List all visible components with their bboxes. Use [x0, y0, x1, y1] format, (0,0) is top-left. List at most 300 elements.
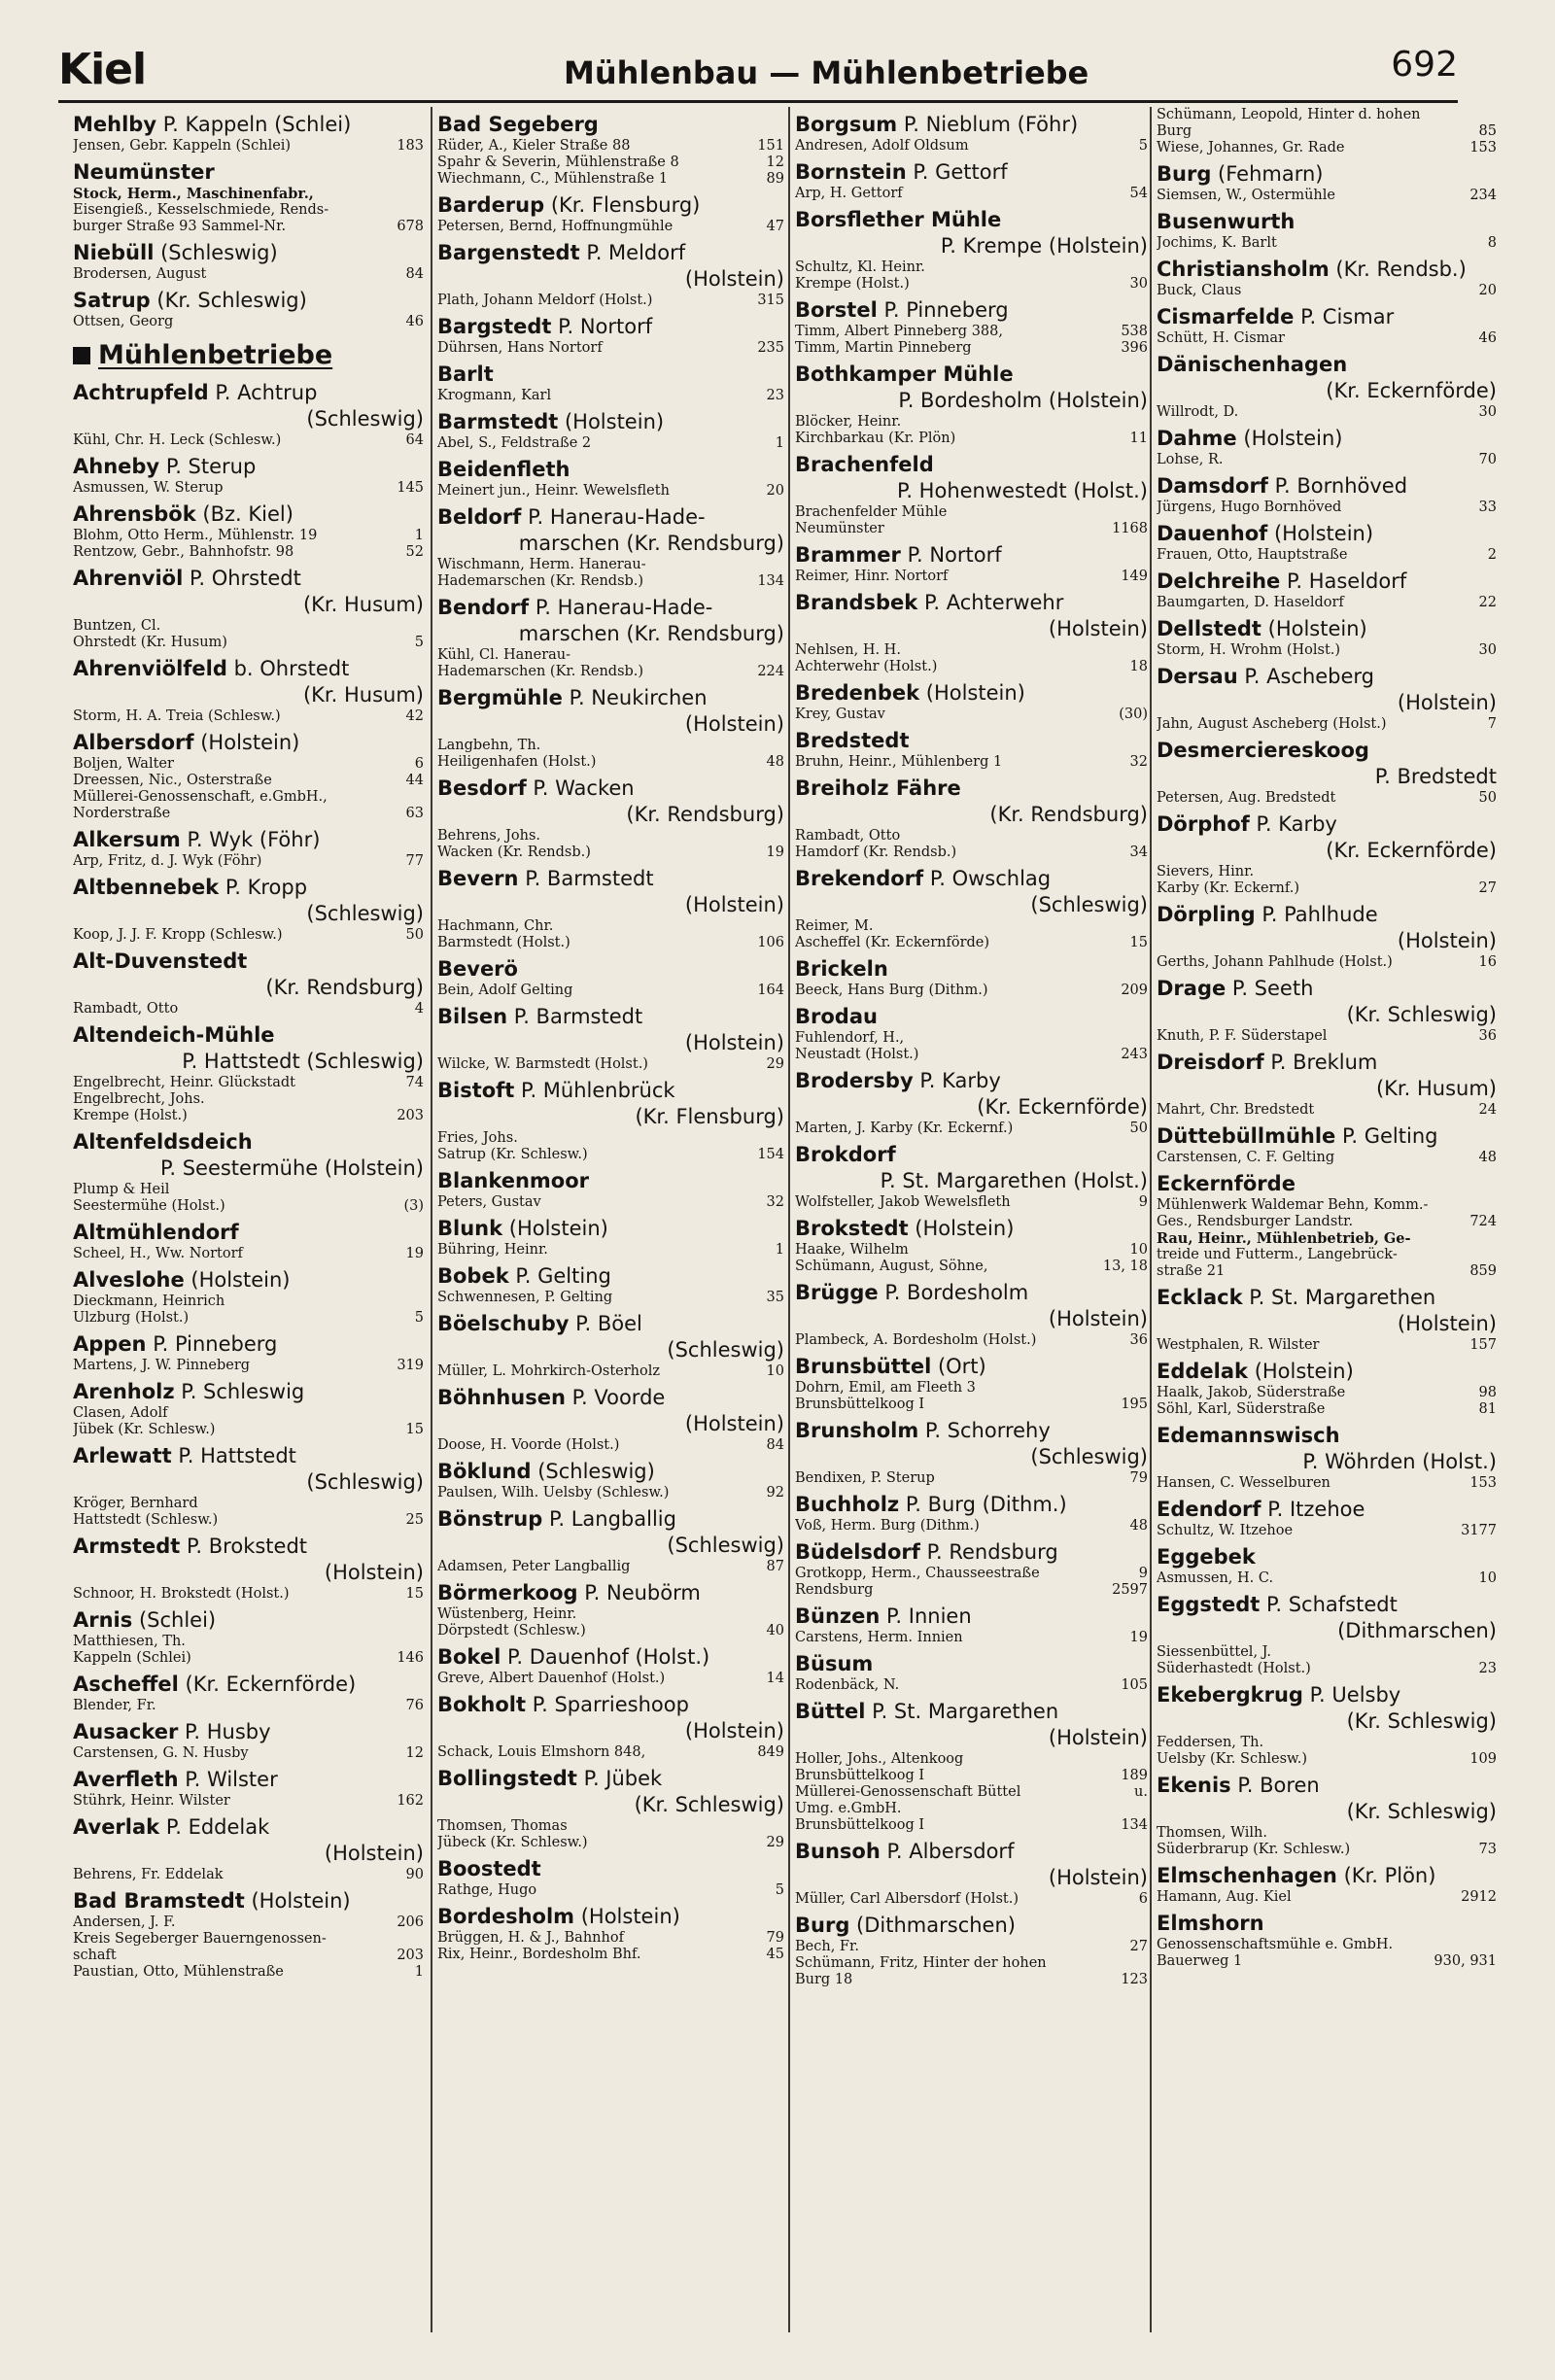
entry-line — [437, 1147, 784, 1163]
entry-line — [437, 935, 784, 951]
entry-line — [795, 521, 1148, 537]
entry-number: 195 — [1121, 1397, 1148, 1412]
place-name: Altbennebek — [73, 876, 220, 899]
place-name: Bargenstedt — [437, 241, 580, 264]
entry-line — [795, 1194, 1148, 1211]
entry-line — [795, 1955, 1148, 1972]
entry-line — [73, 1293, 424, 1310]
place-postal: P. Seeth — [1231, 977, 1314, 1000]
place-name: Bünzen — [795, 1604, 881, 1628]
entry-number — [778, 738, 784, 754]
entry-text: Siemsen, W., Ostermühle — [1157, 188, 1335, 203]
place-heading — [1157, 615, 1497, 642]
entry-text: Stock, Herm., Maschinenfabr., — [73, 186, 314, 202]
place-postal: (Schleswig) — [537, 1460, 655, 1483]
entry-text: Müller, Carl Albersdorf (Holst.) — [795, 1891, 1019, 1907]
entry-text: Mühlenwerk Waldemar Behn, Komm.- — [1157, 1197, 1429, 1213]
header-section-title: Mühlenbau — Mühlenbetriebe — [564, 54, 1089, 91]
place-name: Bevern — [437, 867, 519, 890]
entry-line — [1157, 1197, 1497, 1214]
place-name: Ekenis — [1157, 1774, 1231, 1797]
entry-text: Marten, J. Karby (Kr. Eckernf.) — [795, 1121, 1014, 1136]
entry-line — [795, 1259, 1148, 1275]
place-heading — [73, 729, 424, 756]
place-name: Bokholt — [437, 1693, 527, 1716]
column-divider — [1150, 107, 1152, 2332]
entry-text: Eisengieß., Kesselschmiede, Rends- — [73, 202, 329, 218]
entry-line — [73, 708, 424, 725]
place-heading-continuation: (Holstein) — [684, 712, 784, 736]
entry-text: Petersen, Aug. Bredstedt — [1157, 790, 1336, 806]
entry-number: 47 — [766, 219, 784, 234]
entry-text: Frauen, Otto, Hauptstraße — [1157, 547, 1348, 563]
place-name: Arlewatt — [73, 1444, 172, 1467]
entry-line — [795, 259, 1148, 276]
place-heading-continuation: (Holstein) — [1048, 1726, 1148, 1749]
place-name: Armstedt — [73, 1535, 181, 1558]
place-name: Alkersum — [73, 828, 181, 851]
place-postal: (Holstein) — [564, 410, 665, 433]
entry-line — [437, 1056, 784, 1073]
place-name: Bordesholm — [437, 1905, 575, 1928]
place-heading — [73, 379, 424, 406]
entry-number: 27 — [1129, 1939, 1148, 1954]
entry-text: Reimer, Hinr. Nortorf — [795, 569, 949, 584]
place-name: Beidenfleth — [437, 458, 570, 481]
place-heading — [1157, 256, 1497, 283]
entry-number — [778, 828, 784, 845]
place-heading-continuation: (Holstein) — [684, 893, 784, 916]
place-postal: P. Kappeln (Schlei) — [162, 113, 352, 136]
entry-number: 74 — [405, 1075, 424, 1090]
place-name: Barmstedt — [437, 410, 559, 433]
place-name: Büsum — [795, 1652, 874, 1675]
entry-text: Süderhastedt (Holst.) — [1157, 1661, 1311, 1676]
place-name: Böklund — [437, 1460, 532, 1483]
entry-line — [1157, 235, 1497, 252]
entry-line — [795, 504, 1148, 521]
place-name: Börmerkoog — [437, 1581, 578, 1604]
section-heading — [73, 336, 424, 375]
entry-text: Ohrstedt (Kr. Husum) — [73, 635, 227, 650]
entry-text: Schultz, W. Itzehoe — [1157, 1523, 1294, 1538]
entry-line — [437, 1930, 784, 1947]
entry-number: 48 — [1478, 1150, 1497, 1165]
place-heading — [795, 361, 1148, 388]
place-heading — [1157, 1422, 1497, 1449]
entry-line — [437, 1744, 784, 1761]
place-name: Elmschenhagen — [1157, 1864, 1337, 1887]
place-postal: (Fehmarn) — [1218, 162, 1324, 186]
entry-text: Abel, S., Feldstraße 2 — [437, 435, 592, 451]
entry-number — [418, 1182, 424, 1198]
entry-line — [795, 918, 1148, 935]
place-heading — [73, 287, 424, 314]
entry-number: 15 — [1129, 935, 1148, 950]
entry-number: 70 — [1478, 452, 1497, 467]
place-heading — [437, 594, 784, 621]
entry-text: Bein, Adolf Gelting — [437, 983, 573, 998]
entry-line — [795, 659, 1148, 675]
entry-line — [795, 1518, 1148, 1535]
place-heading — [73, 1442, 424, 1469]
place-heading — [437, 1903, 784, 1930]
entry-text: Greve, Albert Dauenhof (Holst.) — [437, 1671, 666, 1686]
entry-text: Arp, H. Gettorf — [795, 186, 903, 201]
place-name: Besdorf — [437, 776, 527, 800]
place-name: Bergmühle — [437, 686, 563, 709]
place-heading-continuation: (Kr. Husum) — [1375, 1077, 1497, 1100]
entry-text: Jübeck (Kr. Schlesw.) — [437, 1835, 588, 1850]
entry-number: 1 — [414, 528, 424, 543]
entry-number — [1491, 864, 1497, 880]
place-postal: P. Pinneberg — [883, 298, 1009, 322]
place-postal: P. Wyk (Föhr) — [187, 828, 321, 851]
entry-number: 92 — [766, 1485, 784, 1500]
entry-text: Hademarschen (Kr. Rendsb.) — [437, 573, 644, 589]
entry-text: schaft — [73, 1948, 117, 1963]
entry-number — [1142, 1955, 1148, 1972]
place-postal: P. Jübek — [583, 1767, 663, 1790]
entry-line — [795, 324, 1148, 340]
place-heading-continuation: (Holstein) — [1397, 929, 1497, 952]
entry-number: 5 — [414, 1310, 424, 1326]
entry-line — [795, 1817, 1148, 1834]
entry-number: 5 — [1138, 138, 1148, 154]
entry-number: 84 — [766, 1437, 784, 1453]
entry-number — [778, 918, 784, 935]
place-heading — [1157, 208, 1497, 235]
entry-line — [1157, 452, 1497, 468]
place-name: Ascheffel — [73, 1673, 179, 1696]
place-heading-continuation: P. Hattstedt (Schleswig) — [182, 1050, 424, 1073]
entry-line — [73, 138, 424, 155]
place-name: Altmühlendorf — [73, 1221, 239, 1244]
place-postal: P. Achterwehr — [923, 591, 1064, 614]
entry-line — [1157, 1842, 1497, 1858]
entry-line — [795, 1121, 1148, 1137]
entry-number: 46 — [405, 314, 424, 329]
entry-line — [437, 293, 784, 309]
place-heading — [73, 158, 424, 186]
place-heading — [795, 1491, 1148, 1518]
place-postal: P. Brokstedt — [187, 1535, 308, 1558]
entry-number — [778, 1130, 784, 1147]
place-postal: P. Bordesholm — [884, 1281, 1029, 1304]
entry-number — [1142, 1380, 1148, 1397]
entry-text: Schümann, August, Söhne, — [795, 1259, 988, 1274]
entry-number: 849 — [757, 1744, 784, 1760]
place-postal: P. Ascheberg — [1244, 665, 1375, 688]
place-heading-continuation: (Holstein) — [1397, 691, 1497, 714]
entry-text: Rambadt, Otto — [73, 1001, 179, 1017]
entry-text: Neustadt (Holst.) — [795, 1047, 919, 1062]
place-heading — [437, 1691, 784, 1718]
entry-text: Fuhlendorf, H., — [795, 1030, 905, 1046]
place-name: Arenholz — [73, 1380, 175, 1403]
place-heading — [437, 456, 784, 483]
entry-number: 19 — [405, 1246, 424, 1261]
place-heading-continuation: (Kr. Schleswig) — [1346, 1709, 1497, 1733]
entry-line — [73, 1405, 424, 1422]
entry-number: 29 — [766, 1835, 784, 1850]
entry-line — [795, 1566, 1148, 1582]
place-name: Dahme — [1157, 427, 1237, 450]
place-postal: P. Owschlag — [929, 867, 1052, 890]
place-name: Desmerciereskoog — [1157, 739, 1369, 762]
place-postal: P. Boren — [1237, 1774, 1320, 1797]
entry-number: 5 — [775, 1882, 784, 1898]
entry-number: 24 — [1478, 1102, 1497, 1118]
place-name: Dänischenhagen — [1157, 353, 1348, 376]
entry-text: Rentzow, Gebr., Bahnhofstr. 98 — [73, 544, 294, 560]
entry-line — [437, 483, 784, 500]
entry-text: Beeck, Hans Burg (Dithm.) — [795, 983, 988, 998]
place-heading-continuation: (Schleswig) — [1030, 893, 1148, 916]
entry-number — [1142, 1751, 1148, 1768]
place-heading-continuation: P. St. Margarethen (Holst.) — [880, 1169, 1148, 1192]
place-heading — [795, 1353, 1148, 1380]
place-heading — [1157, 901, 1497, 928]
place-name: Bollingstedt — [437, 1767, 577, 1790]
entry-line — [1157, 1889, 1497, 1906]
entry-text: Feddersen, Th. — [1157, 1735, 1264, 1750]
entry-text: Carstensen, G. N. Husby — [73, 1745, 249, 1761]
entry-number: 109 — [1469, 1751, 1497, 1767]
entry-line — [437, 664, 784, 680]
place-name: Alveslohe — [73, 1268, 185, 1292]
entry-number: 22 — [1478, 595, 1497, 610]
place-name: Altenfeldsdeich — [73, 1130, 253, 1154]
entry-text: Timm, Albert Pinneberg 388, — [795, 324, 1003, 339]
entry-text: Müllerei-Genossenschaft, e.GmbH., — [73, 789, 328, 805]
entry-line — [1157, 1475, 1497, 1492]
entry-line — [437, 1242, 784, 1259]
entry-number — [1142, 259, 1148, 276]
entry-text: Meinert jun., Heinr. Wewelsfleth — [437, 483, 670, 499]
place-name: Bothkamper Mühle — [795, 362, 1014, 386]
place-name: Brammer — [795, 543, 901, 567]
entry-number: 73 — [1478, 1842, 1497, 1857]
entry-number: 12 — [766, 155, 784, 170]
entry-line — [1157, 188, 1497, 204]
place-postal: P. Achtrup — [215, 381, 318, 404]
place-heading — [73, 565, 424, 592]
entry-number: (30) — [1119, 707, 1148, 722]
place-heading-continuation: (Schleswig) — [667, 1534, 784, 1557]
place-heading — [1157, 303, 1497, 330]
entry-line — [1157, 140, 1497, 156]
entry-line — [73, 1931, 424, 1948]
entry-text: Rüder, A., Kieler Straße 88 — [437, 138, 631, 154]
entry-line — [437, 1623, 784, 1639]
place-heading-continuation: P. Hohenwestedt (Holst.) — [896, 479, 1148, 502]
place-name: Brodau — [795, 1005, 878, 1028]
entry-text: Martens, J. W. Pinneberg — [73, 1358, 251, 1373]
entry-text: Jahn, August Ascheberg (Holst.) — [1157, 716, 1387, 732]
place-name: Eddelak — [1157, 1360, 1248, 1383]
entry-text: Knuth, P. F. Süderstapel — [1157, 1028, 1328, 1044]
entry-text: Wüstenberg, Heinr. — [437, 1606, 577, 1622]
place-heading-continuation: (Holstein) — [684, 1412, 784, 1435]
entry-line — [437, 845, 784, 861]
entry-number: 189 — [1121, 1768, 1148, 1783]
place-heading — [795, 1003, 1148, 1030]
entry-text: Schack, Louis Elmshorn 848, — [437, 1744, 646, 1760]
entry-number: 153 — [1469, 140, 1497, 155]
entry-text: Storm, H. Wrohm (Holst.) — [1157, 642, 1341, 658]
entry-line — [73, 266, 424, 283]
entry-line — [437, 138, 784, 155]
entry-line — [795, 276, 1148, 293]
entry-number: 206 — [397, 1914, 424, 1930]
entry-number: 48 — [766, 754, 784, 770]
place-heading — [437, 1505, 784, 1533]
place-postal: (Schlei) — [138, 1608, 217, 1632]
place-name: Brunsbüttel — [795, 1355, 932, 1378]
entry-line — [73, 1698, 424, 1714]
place-name: Burg — [795, 1914, 850, 1937]
place-heading — [437, 865, 784, 892]
entry-number: 106 — [757, 935, 784, 950]
entry-text: Wiechmann, C., Mühlenstraße 1 — [437, 171, 669, 187]
place-name: Brügge — [795, 1281, 879, 1304]
entry-line — [795, 1751, 1148, 1768]
entry-number: 1 — [775, 1242, 784, 1258]
entry-line — [73, 1358, 424, 1374]
entry-line — [73, 1198, 424, 1215]
entry-text: Burg 18 — [795, 1972, 853, 1987]
entry-text: treide und Futterm., Langebrück- — [1157, 1247, 1398, 1262]
place-heading — [437, 1167, 784, 1194]
entry-number: 20 — [766, 483, 784, 499]
entry-line — [1157, 1247, 1497, 1263]
entry-text: Krempe (Holst.) — [795, 276, 910, 292]
place-name: Brodersby — [795, 1069, 914, 1092]
entry-line — [1157, 330, 1497, 347]
place-heading-continuation: (Kr. Husum) — [302, 593, 424, 616]
entry-line — [437, 918, 784, 935]
place-heading — [1157, 1122, 1497, 1150]
place-postal: P. Wilster — [185, 1768, 278, 1791]
entry-number: 105 — [1121, 1677, 1148, 1693]
entry-line — [1157, 500, 1497, 516]
entry-number: 2597 — [1112, 1582, 1148, 1598]
entry-line — [1157, 547, 1497, 564]
place-heading — [73, 453, 424, 480]
entry-line — [73, 1075, 424, 1091]
place-postal: P. Meldorf — [586, 241, 686, 264]
entry-text: Paulsen, Wilh. Uelsby (Schlesw.) — [437, 1485, 670, 1500]
entry-line — [795, 1380, 1148, 1397]
entry-number — [778, 1606, 784, 1623]
place-postal: P. Hanerau-Hade- — [535, 596, 713, 619]
entry-line — [795, 1242, 1148, 1259]
entry-text: Norderstraße — [73, 806, 171, 821]
entry-line — [795, 754, 1148, 771]
entry-number: 2 — [1487, 547, 1497, 563]
entry-number: 9 — [1138, 1194, 1148, 1210]
place-heading — [1157, 1910, 1497, 1937]
place-heading — [73, 1766, 424, 1793]
entry-line — [795, 1891, 1148, 1908]
entry-number: 146 — [397, 1650, 424, 1666]
entry-line — [73, 1246, 424, 1262]
column-2 — [437, 107, 784, 2362]
place-postal: b. Ohrstedt — [233, 657, 350, 680]
entry-number: 859 — [1469, 1263, 1497, 1279]
entry-line — [795, 1582, 1148, 1599]
entry-number: 538 — [1121, 324, 1148, 339]
place-heading — [1157, 737, 1497, 764]
entry-text: Andersen, J. F. — [73, 1914, 176, 1930]
place-heading-continuation: (Kr. Rendsburg) — [989, 803, 1148, 826]
place-heading — [437, 955, 784, 983]
place-heading — [73, 111, 424, 138]
entry-line — [73, 853, 424, 870]
place-heading-continuation: (Schleswig) — [306, 407, 424, 431]
place-heading — [437, 503, 784, 531]
entry-line — [437, 1671, 784, 1687]
place-name: Damsdorf — [1157, 474, 1268, 498]
place-name: Dörpling — [1157, 903, 1256, 926]
place-heading — [1157, 1170, 1497, 1197]
entry-text: Kirchbarkau (Kr. Plön) — [795, 431, 956, 446]
place-name: Brachenfeld — [795, 453, 934, 476]
entry-number: 209 — [1121, 983, 1148, 998]
entry-number: 9 — [1138, 1566, 1148, 1581]
place-postal: P. Breklum — [1270, 1051, 1378, 1074]
place-name: Edendorf — [1157, 1498, 1261, 1521]
place-postal: P. Neubörm — [584, 1581, 701, 1604]
entry-line — [1157, 1263, 1497, 1280]
entry-number — [1142, 504, 1148, 521]
place-heading — [437, 111, 784, 138]
entry-number: 63 — [405, 806, 424, 821]
place-postal: P. Barmstedt — [513, 1005, 643, 1028]
place-postal: P. Dauenhof (Holst.) — [506, 1645, 710, 1669]
entry-number: 54 — [1129, 186, 1148, 201]
place-heading — [1157, 1772, 1497, 1799]
entry-line — [437, 1818, 784, 1835]
entry-number — [1491, 1735, 1497, 1751]
place-postal: P. Hattstedt — [178, 1444, 296, 1467]
entry-number: 15 — [405, 1422, 424, 1437]
entry-text: Wilcke, W. Barmstedt (Holst.) — [437, 1056, 648, 1072]
place-heading — [795, 1603, 1148, 1630]
place-postal: (Ort) — [937, 1355, 986, 1378]
entry-text: Jübek (Kr. Schlesw.) — [73, 1422, 216, 1437]
entry-number: 15 — [405, 1586, 424, 1602]
entry-number: 50 — [405, 927, 424, 943]
place-postal: P. Schleswig — [181, 1380, 305, 1403]
entry-number: 724 — [1469, 1214, 1497, 1229]
place-heading — [1157, 1049, 1497, 1076]
entry-number: 23 — [766, 388, 784, 403]
entry-number: 50 — [1129, 1121, 1148, 1136]
entry-number — [418, 186, 424, 202]
place-heading — [795, 727, 1148, 754]
place-heading-continuation: (Holstein) — [1048, 1866, 1148, 1889]
entry-line — [73, 432, 424, 449]
place-name: Eggebek — [1157, 1545, 1256, 1569]
entry-text: Hattstedt (Schlesw.) — [73, 1512, 219, 1528]
place-heading — [795, 1538, 1148, 1566]
entry-line — [437, 1485, 784, 1501]
place-name: Dörphof — [1157, 812, 1250, 836]
entry-text: Bauerweg 1 — [1157, 1953, 1243, 1969]
entry-text: Blender, Fr. — [73, 1698, 156, 1713]
